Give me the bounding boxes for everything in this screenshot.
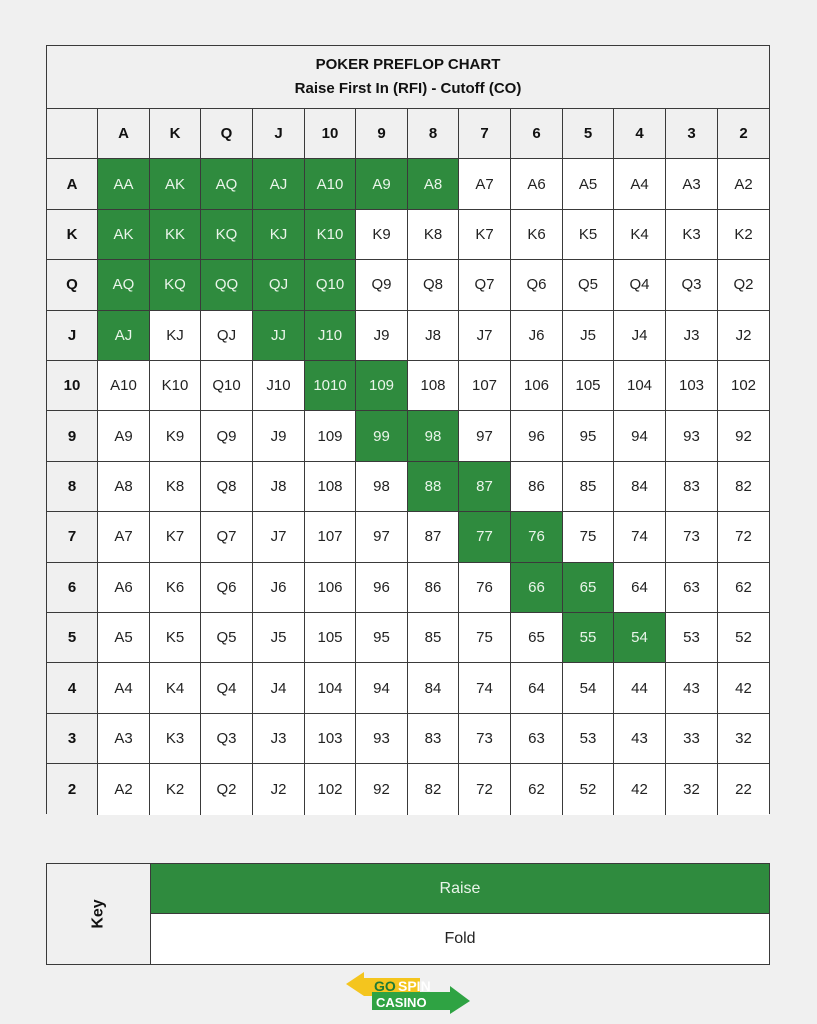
- hand-cell-fold: 86: [511, 462, 563, 512]
- hand-cell-raise: QJ: [253, 260, 305, 310]
- hand-cell-fold: 105: [563, 361, 614, 411]
- hand-cell-fold: Q9: [356, 260, 408, 310]
- hand-cell-raise: 98: [408, 411, 459, 461]
- hand-cell-raise: KJ: [253, 210, 305, 260]
- hand-cell-raise: 76: [511, 512, 563, 562]
- hand-cell-fold: 42: [718, 663, 769, 713]
- hand-cell-fold: 53: [563, 714, 614, 764]
- hand-cell-fold: 105: [305, 613, 356, 663]
- hand-cell-fold: J8: [253, 462, 305, 512]
- row-header: Q: [47, 260, 98, 310]
- hand-cell-raise: QQ: [201, 260, 253, 310]
- hand-cell-fold: A5: [563, 159, 614, 209]
- hand-cell-raise: A9: [356, 159, 408, 209]
- hand-cell-fold: 72: [459, 764, 511, 814]
- hand-cell-fold: 98: [356, 462, 408, 512]
- row-header: 6: [47, 563, 98, 613]
- hand-cell-fold: 83: [666, 462, 718, 512]
- hand-cell-fold: 82: [408, 764, 459, 814]
- column-header: 5: [563, 109, 614, 159]
- hand-cell-fold: A9: [98, 411, 150, 461]
- hand-cell-fold: 107: [305, 512, 356, 562]
- hand-cell-fold: J7: [459, 311, 511, 361]
- hand-cell-fold: Q6: [511, 260, 563, 310]
- hand-cell-fold: Q3: [666, 260, 718, 310]
- hand-cell-fold: J5: [563, 311, 614, 361]
- hand-cell-fold: 108: [408, 361, 459, 411]
- hand-cell-fold: 83: [408, 714, 459, 764]
- hand-cell-fold: 53: [666, 613, 718, 663]
- hand-cell-fold: 32: [666, 764, 718, 814]
- hand-cell-fold: K9: [150, 411, 201, 461]
- hand-cell-fold: A5: [98, 613, 150, 663]
- hand-cell-raise: 88: [408, 462, 459, 512]
- hand-cell-fold: 103: [666, 361, 718, 411]
- hand-cell-fold: 104: [614, 361, 666, 411]
- hand-cell-raise: AK: [98, 210, 150, 260]
- hand-cell-fold: Q4: [201, 663, 253, 713]
- hand-cell-fold: 84: [408, 663, 459, 713]
- hand-cell-fold: 108: [305, 462, 356, 512]
- row-header: 10: [47, 361, 98, 411]
- hand-cell-fold: Q10: [201, 361, 253, 411]
- column-header: 7: [459, 109, 511, 159]
- hand-cell-fold: 62: [511, 764, 563, 814]
- hand-cell-raise: AJ: [253, 159, 305, 209]
- hand-cell-fold: J2: [718, 311, 769, 361]
- hand-cell-fold: 94: [356, 663, 408, 713]
- hand-cell-fold: 107: [459, 361, 511, 411]
- key-label-box: [47, 864, 151, 964]
- hand-cell-fold: K9: [356, 210, 408, 260]
- hand-cell-raise: 99: [356, 411, 408, 461]
- hand-cell-fold: 95: [356, 613, 408, 663]
- hand-cell-fold: A7: [98, 512, 150, 562]
- logo-go: GO: [374, 978, 396, 994]
- hand-cell-fold: 73: [666, 512, 718, 562]
- logo-spin: SPIN: [398, 978, 431, 994]
- hand-cell-fold: K6: [511, 210, 563, 260]
- column-header: Q: [201, 109, 253, 159]
- column-header: 6: [511, 109, 563, 159]
- hand-cell-raise: AK: [150, 159, 201, 209]
- hand-cell-fold: KJ: [150, 311, 201, 361]
- hand-cell-fold: 44: [614, 663, 666, 713]
- hand-cell-fold: Q5: [563, 260, 614, 310]
- hand-cell-fold: 75: [459, 613, 511, 663]
- row-header: 8: [47, 462, 98, 512]
- hand-cell-fold: K2: [718, 210, 769, 260]
- hand-cell-fold: 43: [666, 663, 718, 713]
- hand-cell-fold: K8: [150, 462, 201, 512]
- hand-cell-fold: 22: [718, 764, 769, 814]
- chart-title: [47, 46, 769, 109]
- hand-cell-fold: K3: [666, 210, 718, 260]
- hand-cell-fold: K4: [614, 210, 666, 260]
- hand-cell-raise: A10: [305, 159, 356, 209]
- hand-cell-fold: 42: [614, 764, 666, 814]
- hand-cell-fold: 75: [563, 512, 614, 562]
- hand-cell-fold: J6: [253, 563, 305, 613]
- hand-cell-fold: J5: [253, 613, 305, 663]
- hand-cell-fold: 74: [614, 512, 666, 562]
- hand-cell-raise: 55: [563, 613, 614, 663]
- chart-title-line2: Raise First In (RFI) - Cutoff (CO): [294, 80, 522, 97]
- row-header: 5: [47, 613, 98, 663]
- hand-cell-fold: 96: [511, 411, 563, 461]
- hand-cell-fold: 62: [718, 563, 769, 613]
- hand-cell-fold: 33: [666, 714, 718, 764]
- key-fold-swatch: [151, 914, 769, 964]
- go-spin-casino-logo: [346, 970, 470, 1016]
- hand-cell-fold: Q2: [201, 764, 253, 814]
- hand-cell-fold: 54: [563, 663, 614, 713]
- key-label: Key: [89, 899, 107, 929]
- hand-cell-fold: 82: [718, 462, 769, 512]
- hand-cell-fold: 63: [666, 563, 718, 613]
- row-header: 7: [47, 512, 98, 562]
- hand-cell-fold: J8: [408, 311, 459, 361]
- hand-cell-fold: 86: [408, 563, 459, 613]
- hand-cell-fold: A4: [614, 159, 666, 209]
- column-header: J: [253, 109, 305, 159]
- hand-cell-raise: KK: [150, 210, 201, 260]
- key-raise-label: Raise: [439, 879, 481, 897]
- hand-cell-raise: A8: [408, 159, 459, 209]
- hand-cell-fold: K5: [563, 210, 614, 260]
- hand-cell-fold: 52: [563, 764, 614, 814]
- logo-casino: CASINO: [376, 995, 427, 1010]
- hand-cell-fold: 97: [459, 411, 511, 461]
- key-fold-label: Fold: [444, 930, 476, 947]
- column-header: A: [98, 109, 150, 159]
- hand-cell-raise: 66: [511, 563, 563, 613]
- hand-cell-raise: KQ: [201, 210, 253, 260]
- column-header: 8: [408, 109, 459, 159]
- hand-cell-fold: 52: [718, 613, 769, 663]
- column-header: 2: [718, 109, 769, 159]
- hand-cell-fold: A4: [98, 663, 150, 713]
- hand-cell-fold: J4: [614, 311, 666, 361]
- hand-cell-fold: A6: [98, 563, 150, 613]
- hand-cell-fold: A10: [98, 361, 150, 411]
- hand-cell-fold: A3: [666, 159, 718, 209]
- hand-cell-raise: AQ: [201, 159, 253, 209]
- hand-cell-fold: K8: [408, 210, 459, 260]
- row-header: 9: [47, 411, 98, 461]
- hand-cell-fold: Q2: [718, 260, 769, 310]
- column-header: 4: [614, 109, 666, 159]
- row-header: 3: [47, 714, 98, 764]
- hand-cell-raise: 87: [459, 462, 511, 512]
- hand-cell-fold: K7: [459, 210, 511, 260]
- hand-cell-fold: A2: [718, 159, 769, 209]
- row-header: 4: [47, 663, 98, 713]
- row-header: J: [47, 311, 98, 361]
- hand-cell-fold: 85: [408, 613, 459, 663]
- hand-cell-fold: K2: [150, 764, 201, 814]
- hand-cell-fold: 92: [718, 411, 769, 461]
- hand-cell-raise: KQ: [150, 260, 201, 310]
- legend-key: [46, 863, 770, 965]
- hand-cell-fold: Q7: [201, 512, 253, 562]
- hand-cell-fold: A3: [98, 714, 150, 764]
- hand-cell-raise: 77: [459, 512, 511, 562]
- hand-cell-fold: 76: [459, 563, 511, 613]
- hand-cell-fold: 102: [305, 764, 356, 814]
- hand-cell-fold: A7: [459, 159, 511, 209]
- hand-cell-fold: Q5: [201, 613, 253, 663]
- hand-cell-fold: 64: [511, 663, 563, 713]
- hand-cell-fold: 63: [511, 714, 563, 764]
- hand-cell-fold: K4: [150, 663, 201, 713]
- hand-cell-raise: K10: [305, 210, 356, 260]
- hand-cell-fold: J3: [253, 714, 305, 764]
- hand-cell-fold: J2: [253, 764, 305, 814]
- preflop-chart: [46, 45, 770, 814]
- hand-cell-fold: 102: [718, 361, 769, 411]
- hand-cell-fold: J9: [356, 311, 408, 361]
- hand-cell-fold: 74: [459, 663, 511, 713]
- hand-cell-fold: K6: [150, 563, 201, 613]
- hand-cell-raise: 109: [356, 361, 408, 411]
- hand-cell-fold: 87: [408, 512, 459, 562]
- corner-cell: [47, 109, 98, 159]
- hand-cell-fold: Q7: [459, 260, 511, 310]
- chart-title-line1: POKER PREFLOP CHART: [315, 56, 501, 73]
- hand-cell-fold: J10: [253, 361, 305, 411]
- hand-cell-fold: Q3: [201, 714, 253, 764]
- hand-cell-fold: J3: [666, 311, 718, 361]
- hand-cell-fold: QJ: [201, 311, 253, 361]
- hand-cell-fold: 96: [356, 563, 408, 613]
- hand-cell-fold: A2: [98, 764, 150, 814]
- hand-cell-fold: 104: [305, 663, 356, 713]
- hand-cell-fold: 65: [511, 613, 563, 663]
- hand-cell-fold: 73: [459, 714, 511, 764]
- hand-cell-fold: 92: [356, 764, 408, 814]
- hand-cell-fold: 95: [563, 411, 614, 461]
- hand-cell-fold: 84: [614, 462, 666, 512]
- hand-cell-fold: Q6: [201, 563, 253, 613]
- hand-cell-raise: AA: [98, 159, 150, 209]
- hand-cell-fold: 93: [356, 714, 408, 764]
- column-header: 3: [666, 109, 718, 159]
- hand-cell-fold: 93: [666, 411, 718, 461]
- hand-cell-fold: K10: [150, 361, 201, 411]
- hand-cell-fold: 97: [356, 512, 408, 562]
- key-raise-swatch: [151, 864, 769, 914]
- hand-cell-fold: 64: [614, 563, 666, 613]
- row-header: K: [47, 210, 98, 260]
- row-header: 2: [47, 764, 98, 814]
- hand-cell-fold: 106: [305, 563, 356, 613]
- hand-cell-fold: J7: [253, 512, 305, 562]
- hand-cell-fold: 103: [305, 714, 356, 764]
- hand-cell-fold: K5: [150, 613, 201, 663]
- hand-cell-fold: Q4: [614, 260, 666, 310]
- hand-cell-raise: J10: [305, 311, 356, 361]
- hand-cell-fold: Q8: [201, 462, 253, 512]
- column-header: K: [150, 109, 201, 159]
- column-header: 9: [356, 109, 408, 159]
- hand-cell-fold: 106: [511, 361, 563, 411]
- hand-cell-raise: AJ: [98, 311, 150, 361]
- hand-cell-raise: AQ: [98, 260, 150, 310]
- hand-cell-fold: A8: [98, 462, 150, 512]
- hand-cell-fold: J4: [253, 663, 305, 713]
- hand-cell-raise: 54: [614, 613, 666, 663]
- hand-cell-fold: 32: [718, 714, 769, 764]
- hand-cell-fold: 43: [614, 714, 666, 764]
- hand-cell-fold: 72: [718, 512, 769, 562]
- hand-cell-fold: J9: [253, 411, 305, 461]
- hand-cell-fold: K3: [150, 714, 201, 764]
- hand-cell-raise: 1010: [305, 361, 356, 411]
- hand-cell-fold: Q8: [408, 260, 459, 310]
- hand-cell-fold: A6: [511, 159, 563, 209]
- column-header: 10: [305, 109, 356, 159]
- hand-cell-fold: 85: [563, 462, 614, 512]
- hand-cell-raise: Q10: [305, 260, 356, 310]
- hand-cell-raise: JJ: [253, 311, 305, 361]
- hand-cell-fold: Q9: [201, 411, 253, 461]
- hand-cell-fold: K7: [150, 512, 201, 562]
- hand-cell-fold: 94: [614, 411, 666, 461]
- hand-cell-raise: 65: [563, 563, 614, 613]
- row-header: A: [47, 159, 98, 209]
- hand-cell-fold: 109: [305, 411, 356, 461]
- hand-cell-fold: J6: [511, 311, 563, 361]
